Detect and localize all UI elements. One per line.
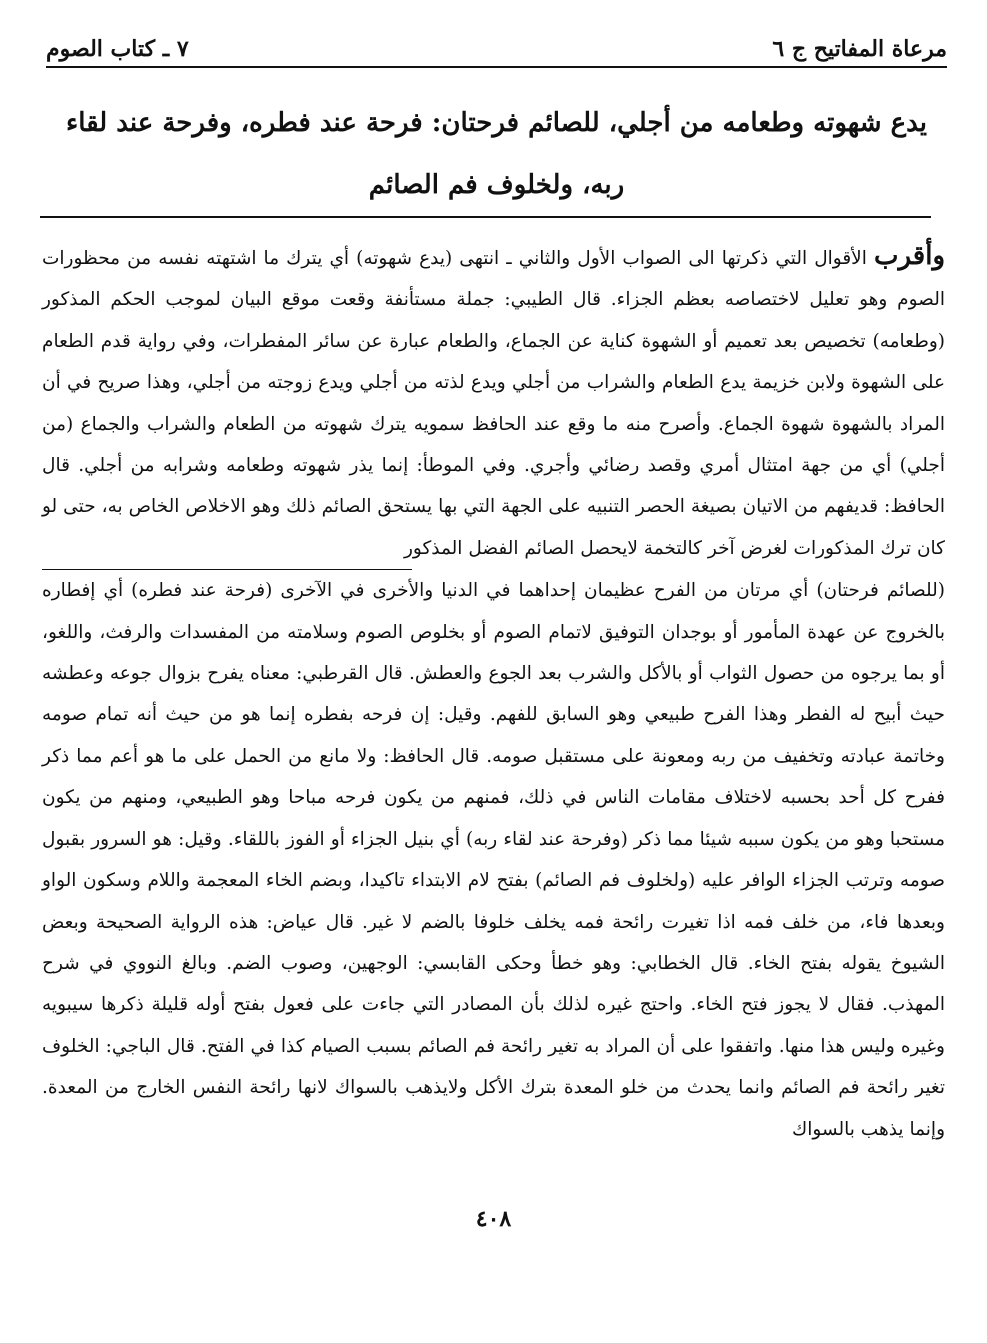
book-title-header: مرعاة المفاتيح ج ٦ [772,36,947,62]
commentary-body [42,236,945,1150]
page-number: ٤٠٨ [475,1206,512,1232]
commentary-paragraph-2: (للصائم فرحتان) أي مرتان من الفرح عظيمان إحداهما في الدنيا والأخرى في الآخرى (فرحة عند فطره) أي إفطاره بالخروج عن عهدة المأمور أو بوجدان التوفيق لاتمام الصوم أو بخلوص الصوم وسلامته من المفسدات والرفث، واللغو، أو بما يرجوه من حصول الثواب أو بالأكل والشرب بعد الجوع والعطش. قال القرطبي: معناه يفرح بزوال جوعه وعطشه حيث أبيح له الفطر وهذا الفرح طبيعي وهو السابق للفهم. وقيل: إن فرحه بفطره إنما هو من حيث أنه تمام صومه وخاتمة عبادته وتخفيف من ربه ومعونة على مستقبل صومه. قال الحافظ: ولا مانع من الحمل على ما هو أعم مما ذكر ففرح كل أحد بحسبه لاختلاف مقامات الناس في ذلك، فمنهم من يكون فرحه مباحا وهو الطبيعي، ومنهم من يكون مستحبا وهو من يكون سببه شيئا مما ذكر (وفرحة عند لقاء ربه) أي بنيل الجزاء أو الفوز باللقاء. وقيل: هو السرور بقبول صومه وترتب الجزاء الوافر عليه (ولخلوف فم الصائم) بفتح لام الابتداء تاكيدا، وبضم الخاء المعجمة واللام وسكون الواو وبعدها فاء، من خلف فمه اذا تغيرت رائحة فمه يخلف خلوفا بالضم لا غير. قال عياض: هذه الرواية الصحيحة وبعض الشيوخ يقوله بفتح الخاء. قال الخطابي: وهو خطأ وحكى القابسي: الوجهين، وصوب الضم. وبالغ النووي في شرح المهذب. فقال لا يجوز فتح الخاء. واحتج غيره لذلك بأن المصادر التي جاءت على فعول بفتح أوله قليلة ذكرها سيبويه وغيره وليس هذا منها. واتفقوا على أن المراد به تغير رائحة فم الصائم بسبب الصيام كذا في الفتح. قال الباجي: الخلوف تغير رائحة فم الصائم وانما يحدث من خلو المعدة بترك الأكل ولايذهب بالسواك لانها رائحة النفس الخارج من المعدة. وإنما يذهب بالسواك [42,580,945,1140]
chapter-header: ٧ ـ كتاب الصوم [46,36,189,62]
paragraph-1-text: الأقوال التي ذكرتها الى الصواب الأول والثاني ـ انتهى (يدع شهوته) أي يترك ما اشتهته نفسه من محظورات الصوم وهو تعليل لاختصاصه بعظم الجزاء. قال الطيبي: جملة مستأنفة وقعت موقع البيان لموجب الحكم المذكور (وطعامه) تخصيص بعد تعميم أو الشهوة كناية عن الجماع، والطعام عبارة عن سائر المفطرات، وفي رواية قدم الطعام على الشهوة ولابن خزيمة يدع الطعام والشراب من أجلي ويدع لذته من أجلي ويدع زوجته من أجلي، وهذا صريح في أن المراد بالشهوة شهوة الجماع. وأصرح منه ما وقع عند الحافظ سمويه يترك شهوته من الطعام والشراب والجماع (من أجلي) أي من جهة امتثال أمري وقصد رضائي وأجري. وفي الموطأ: إنما يذر شهوته وطعامه وشرابه من أجلي. قال الحافظ: قديفهم من الاتيان بصيغة الحصر التنبيه على الجهة التي بها يستحق الصائم ذلك وهو الاخلاص الخاص به، حتى لو كان ترك المذكورات لغرض آخر كالتخمة لايحصل الصائم الفضل المذكور [42,248,945,559]
hadith-text: يدع شهوته وطعامه من أجلي، للصائم فرحتان: فرحة عند فطره، وفرحة عند لقاء ربه، ولخلوف فم الصائم [66,108,927,200]
running-head [46,22,947,68]
lead-word: وأقرب [873,241,945,271]
commentary-paragraph-1 [42,236,945,569]
hadith-divider [40,216,931,218]
